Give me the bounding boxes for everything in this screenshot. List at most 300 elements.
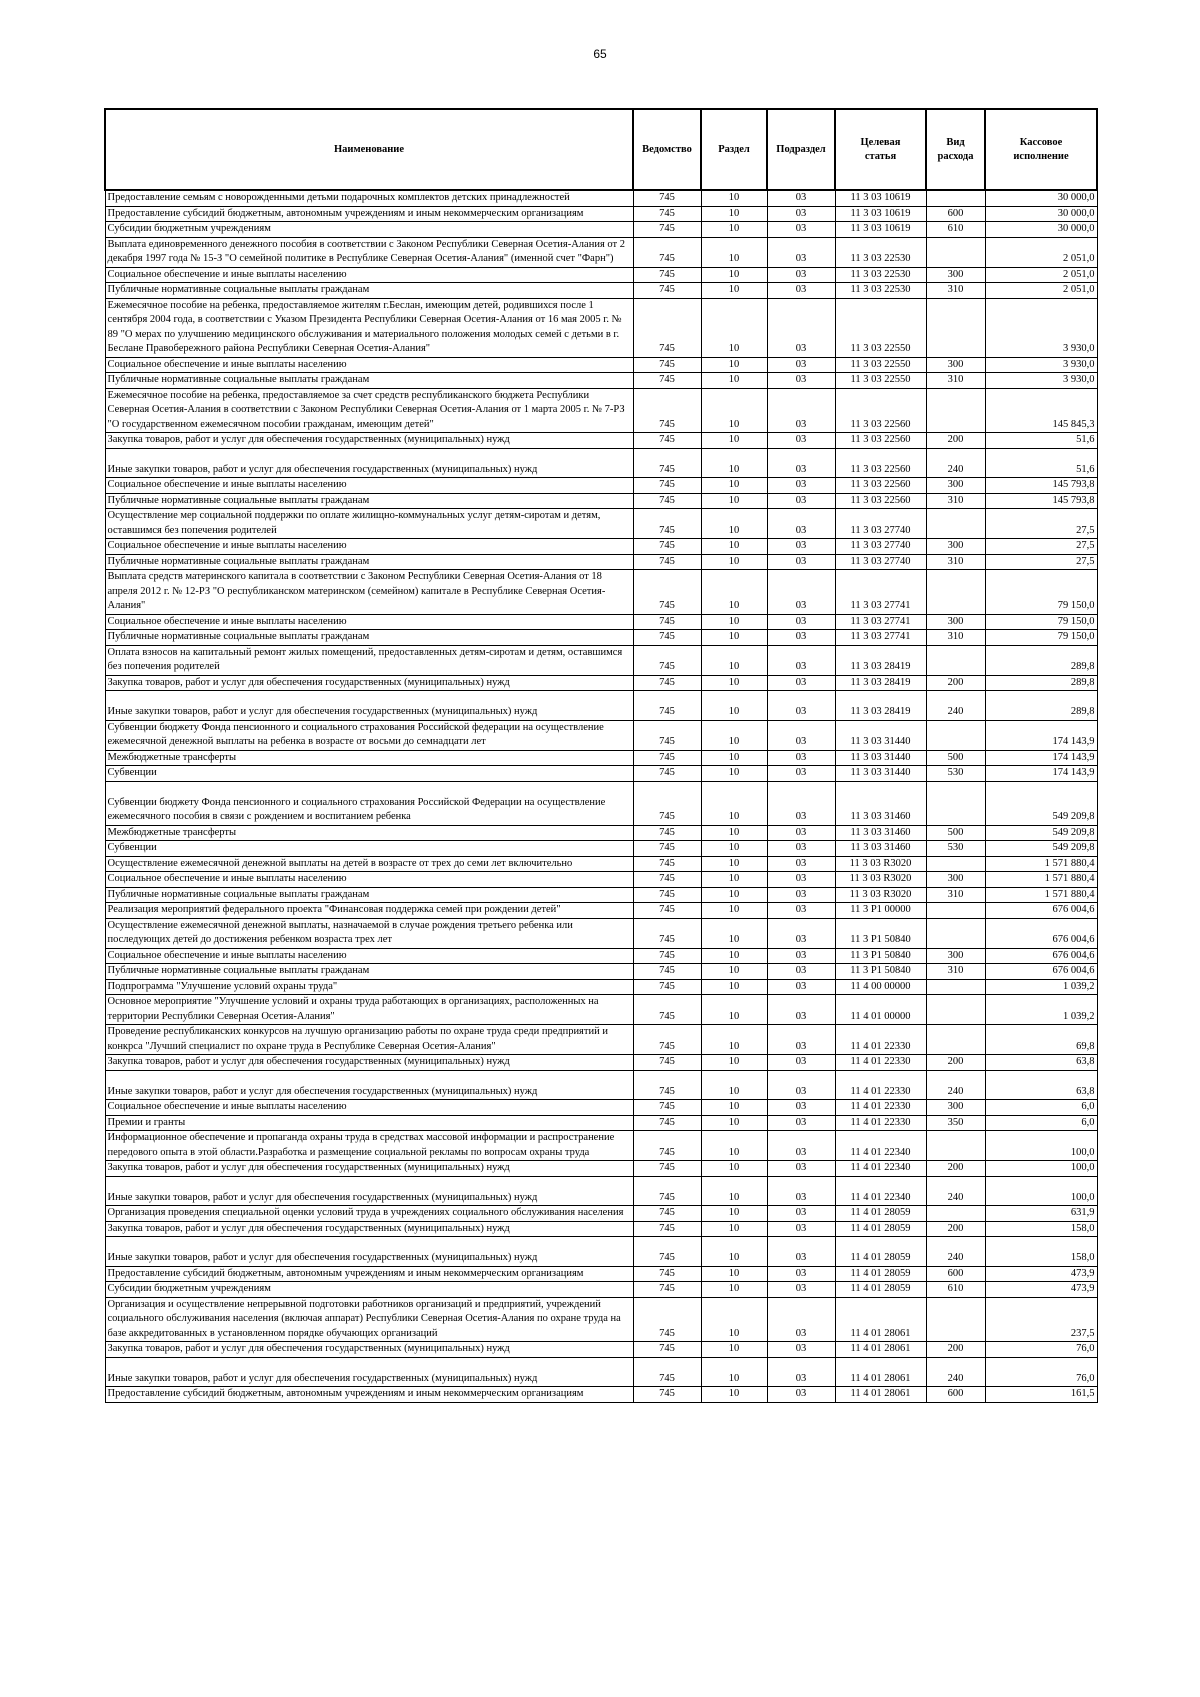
row-expense-type-cell <box>926 979 985 995</box>
row-vedomstvo-cell: 745 <box>633 357 701 373</box>
row-vedomstvo-cell: 745 <box>633 267 701 283</box>
row-expense-type-cell <box>926 645 985 675</box>
page-number: 65 <box>593 47 607 61</box>
table-row <box>105 691 1097 721</box>
row-target-article-cell: 11 3 03 31440 <box>835 720 926 750</box>
row-amount-cell: 30 000,0 <box>985 222 1097 238</box>
row-podrazdel-cell: 03 <box>767 1206 835 1222</box>
row-target-article-cell: 11 3 03 31460 <box>835 825 926 841</box>
row-target-article-cell: 11 3 03 28419 <box>835 675 926 691</box>
row-target-article-cell: 11 3 03 22550 <box>835 373 926 389</box>
row-amount-cell: 2 051,0 <box>985 267 1097 283</box>
row-target-article-cell: 11 3 P1 00000 <box>835 903 926 919</box>
table-row <box>105 645 1097 675</box>
row-name-cell: Социальное обеспечение и иные выплаты населению <box>105 872 633 888</box>
row-target-article-cell: 11 3 P1 50840 <box>835 918 926 948</box>
row-name-cell: Публичные нормативные социальные выплаты гражданам <box>105 493 633 509</box>
row-amount-cell: 30 000,0 <box>985 190 1097 206</box>
row-target-article-cell: 11 4 01 22340 <box>835 1161 926 1177</box>
table-row <box>105 283 1097 299</box>
row-amount-cell: 158,0 <box>985 1237 1097 1267</box>
row-podrazdel-cell: 03 <box>767 856 835 872</box>
row-razdel-cell: 10 <box>701 478 767 494</box>
row-amount-cell: 1 571 880,4 <box>985 872 1097 888</box>
table-row <box>105 222 1097 238</box>
row-podrazdel-cell: 03 <box>767 493 835 509</box>
table-row <box>105 1025 1097 1055</box>
table-row <box>105 825 1097 841</box>
row-target-article-cell: 11 4 01 22340 <box>835 1176 926 1206</box>
row-podrazdel-cell: 03 <box>767 1387 835 1403</box>
row-expense-type-cell: 500 <box>926 750 985 766</box>
row-amount-cell: 6,0 <box>985 1115 1097 1131</box>
row-amount-cell: 631,9 <box>985 1206 1097 1222</box>
row-razdel-cell: 10 <box>701 630 767 646</box>
row-vedomstvo-cell: 745 <box>633 1055 701 1071</box>
row-amount-cell: 473,9 <box>985 1266 1097 1282</box>
row-podrazdel-cell: 03 <box>767 1237 835 1267</box>
row-podrazdel-cell: 03 <box>767 283 835 299</box>
row-vedomstvo-cell: 745 <box>633 918 701 948</box>
row-name-cell: Закупка товаров, работ и услуг для обеспечения государственных (муниципальных) нужд <box>105 1055 633 1071</box>
table-row <box>105 887 1097 903</box>
row-podrazdel-cell: 03 <box>767 388 835 433</box>
row-amount-cell: 27,5 <box>985 509 1097 539</box>
table-row <box>105 206 1097 222</box>
row-podrazdel-cell: 03 <box>767 237 835 267</box>
table-row <box>105 979 1097 995</box>
row-target-article-cell: 11 4 01 22330 <box>835 1055 926 1071</box>
table-row <box>105 190 1097 206</box>
row-razdel-cell: 10 <box>701 1237 767 1267</box>
row-razdel-cell: 10 <box>701 964 767 980</box>
row-name-cell: Выплата средств материнского капитала в соответствии с Законом Республики Северная Осетия-Алания от 18 апреля 2012 г. № 12-РЗ "О республиканском материнском (семейном) капитале в Республике Северная Осетия-Алания" <box>105 570 633 615</box>
table-row <box>105 1055 1097 1071</box>
row-razdel-cell: 10 <box>701 856 767 872</box>
row-vedomstvo-cell: 745 <box>633 222 701 238</box>
table-row <box>105 373 1097 389</box>
row-expense-type-cell: 200 <box>926 675 985 691</box>
table-row <box>105 750 1097 766</box>
row-amount-cell: 100,0 <box>985 1176 1097 1206</box>
row-name-cell: Публичные нормативные социальные выплаты гражданам <box>105 283 633 299</box>
row-name-cell: Социальное обеспечение и иные выплаты населению <box>105 357 633 373</box>
row-amount-cell: 161,5 <box>985 1387 1097 1403</box>
row-name-cell: Закупка товаров, работ и услуг для обеспечения государственных (муниципальных) нужд <box>105 1161 633 1177</box>
row-podrazdel-cell: 03 <box>767 1070 835 1100</box>
row-target-article-cell: 11 3 03 10619 <box>835 190 926 206</box>
col-header-target-article: Целевая статья <box>835 109 926 190</box>
row-razdel-cell: 10 <box>701 766 767 782</box>
row-target-article-cell: 11 3 03 10619 <box>835 206 926 222</box>
row-name-cell: Реализация мероприятий федерального проекта "Финансовая поддержка семей при рождении детей" <box>105 903 633 919</box>
row-podrazdel-cell: 03 <box>767 675 835 691</box>
row-vedomstvo-cell: 745 <box>633 237 701 267</box>
table-row <box>105 1176 1097 1206</box>
row-expense-type-cell: 600 <box>926 1266 985 1282</box>
row-name-cell: Ежемесячное пособие на ребенка, предоставляемое жителям г.Беслан, имеющим детей, родившихся после 1 сентября 2004 года, в соответствии с Указом Президента Республики Северная Осетия-Алания от 16 мая 2005 г. № 89 "О мерах по улучшению медицинского обслуживания и материального положения молодых семей с детьми в г. Беслане Правобережного района Республики Северная Осетия-Алания" <box>105 298 633 357</box>
col-header-razdel: Раздел <box>701 109 767 190</box>
row-target-article-cell: 11 3 03 22550 <box>835 298 926 357</box>
row-razdel-cell: 10 <box>701 1282 767 1298</box>
row-name-cell: Закупка товаров, работ и услуг для обеспечения государственных (муниципальных) нужд <box>105 433 633 449</box>
row-vedomstvo-cell: 745 <box>633 948 701 964</box>
row-razdel-cell: 10 <box>701 1266 767 1282</box>
row-amount-cell: 174 143,9 <box>985 720 1097 750</box>
row-podrazdel-cell: 03 <box>767 1357 835 1387</box>
row-razdel-cell: 10 <box>701 979 767 995</box>
table-header-row <box>105 109 1097 190</box>
row-target-article-cell: 11 3 03 22560 <box>835 388 926 433</box>
row-amount-cell: 676 004,6 <box>985 948 1097 964</box>
row-vedomstvo-cell: 745 <box>633 509 701 539</box>
row-name-cell: Проведение республиканских конкурсов на лучшую организацию работы по охране труда среди предприятий и конкрса "Лучший специалист по охране труда в Республике Северная Осетия-Алания" <box>105 1025 633 1055</box>
row-expense-type-cell <box>926 237 985 267</box>
table-row <box>105 298 1097 357</box>
row-vedomstvo-cell: 745 <box>633 1115 701 1131</box>
row-razdel-cell: 10 <box>701 887 767 903</box>
row-target-article-cell: 11 4 01 28061 <box>835 1342 926 1358</box>
row-razdel-cell: 10 <box>701 720 767 750</box>
row-expense-type-cell: 310 <box>926 373 985 389</box>
row-podrazdel-cell: 03 <box>767 298 835 357</box>
row-expense-type-cell <box>926 388 985 433</box>
row-name-cell: Организация проведения специальной оценки условий труда в учреждениях социального обслуживания населения <box>105 1206 633 1222</box>
row-expense-type-cell: 610 <box>926 222 985 238</box>
row-expense-type-cell: 530 <box>926 766 985 782</box>
row-vedomstvo-cell: 745 <box>633 283 701 299</box>
row-amount-cell: 30 000,0 <box>985 206 1097 222</box>
row-expense-type-cell: 240 <box>926 1237 985 1267</box>
row-target-article-cell: 11 4 01 22330 <box>835 1115 926 1131</box>
row-podrazdel-cell: 03 <box>767 887 835 903</box>
row-vedomstvo-cell: 745 <box>633 1131 701 1161</box>
col-header-vedomstvo: Ведомство <box>633 109 701 190</box>
row-podrazdel-cell: 03 <box>767 645 835 675</box>
row-amount-cell: 289,8 <box>985 675 1097 691</box>
row-target-article-cell: 11 3 03 22560 <box>835 478 926 494</box>
row-razdel-cell: 10 <box>701 267 767 283</box>
row-target-article-cell: 11 3 03 31440 <box>835 750 926 766</box>
row-podrazdel-cell: 03 <box>767 1297 835 1342</box>
row-name-cell: Социальное обеспечение и иные выплаты населению <box>105 267 633 283</box>
row-expense-type-cell: 310 <box>926 493 985 509</box>
row-vedomstvo-cell: 745 <box>633 675 701 691</box>
row-podrazdel-cell: 03 <box>767 1055 835 1071</box>
row-target-article-cell: 11 3 03 22530 <box>835 283 926 299</box>
row-expense-type-cell: 530 <box>926 841 985 857</box>
row-razdel-cell: 10 <box>701 237 767 267</box>
table-row <box>105 539 1097 555</box>
row-target-article-cell: 11 4 01 28061 <box>835 1387 926 1403</box>
table-row <box>105 1221 1097 1237</box>
row-podrazdel-cell: 03 <box>767 1025 835 1055</box>
row-vedomstvo-cell: 745 <box>633 903 701 919</box>
row-amount-cell: 76,0 <box>985 1357 1097 1387</box>
row-name-cell: Публичные нормативные социальные выплаты гражданам <box>105 887 633 903</box>
row-razdel-cell: 10 <box>701 539 767 555</box>
row-expense-type-cell: 240 <box>926 691 985 721</box>
row-amount-cell: 237,5 <box>985 1297 1097 1342</box>
row-amount-cell: 549 209,8 <box>985 825 1097 841</box>
row-amount-cell: 63,8 <box>985 1055 1097 1071</box>
row-amount-cell: 145 845,3 <box>985 388 1097 433</box>
row-vedomstvo-cell: 745 <box>633 1206 701 1222</box>
row-name-cell: Социальное обеспечение и иные выплаты населению <box>105 948 633 964</box>
row-razdel-cell: 10 <box>701 554 767 570</box>
row-podrazdel-cell: 03 <box>767 539 835 555</box>
row-vedomstvo-cell: 745 <box>633 570 701 615</box>
row-vedomstvo-cell: 745 <box>633 1221 701 1237</box>
row-razdel-cell: 10 <box>701 1357 767 1387</box>
row-expense-type-cell: 310 <box>926 630 985 646</box>
row-amount-cell: 158,0 <box>985 1221 1097 1237</box>
table-row <box>105 1387 1097 1403</box>
row-podrazdel-cell: 03 <box>767 433 835 449</box>
row-podrazdel-cell: 03 <box>767 373 835 389</box>
row-razdel-cell: 10 <box>701 1387 767 1403</box>
row-target-article-cell: 11 3 03 27741 <box>835 570 926 615</box>
table-row <box>105 1342 1097 1358</box>
row-vedomstvo-cell: 745 <box>633 373 701 389</box>
row-vedomstvo-cell: 745 <box>633 388 701 433</box>
row-target-article-cell: 11 3 03 22530 <box>835 267 926 283</box>
row-target-article-cell: 11 3 03 27740 <box>835 509 926 539</box>
table-row <box>105 995 1097 1025</box>
row-podrazdel-cell: 03 <box>767 478 835 494</box>
row-target-article-cell: 11 4 01 28059 <box>835 1206 926 1222</box>
row-name-cell: Субвенции <box>105 841 633 857</box>
row-razdel-cell: 10 <box>701 1100 767 1116</box>
row-amount-cell: 100,0 <box>985 1131 1097 1161</box>
row-razdel-cell: 10 <box>701 388 767 433</box>
row-razdel-cell: 10 <box>701 1176 767 1206</box>
row-razdel-cell: 10 <box>701 570 767 615</box>
row-name-cell: Предоставление субсидий бюджетным, автономным учреждениям и иным некоммерческим организациям <box>105 1266 633 1282</box>
row-podrazdel-cell: 03 <box>767 554 835 570</box>
row-expense-type-cell: 300 <box>926 478 985 494</box>
row-name-cell: Иные закупки товаров, работ и услуг для обеспечения государственных (муниципальных) нужд <box>105 1237 633 1267</box>
row-name-cell: Информационное обеспечение и пропаганда охраны труда в средствах массовой информации и распространение передового опыта в этой области.Разработка и размещение социальной рекламы по вопросам охраны труда <box>105 1131 633 1161</box>
row-vedomstvo-cell: 745 <box>633 493 701 509</box>
row-expense-type-cell <box>926 298 985 357</box>
table-row <box>105 237 1097 267</box>
table-row <box>105 918 1097 948</box>
row-target-article-cell: 11 4 01 28059 <box>835 1282 926 1298</box>
row-name-cell: Социальное обеспечение и иные выплаты населению <box>105 614 633 630</box>
row-expense-type-cell: 310 <box>926 554 985 570</box>
row-target-article-cell: 11 3 03 28419 <box>835 645 926 675</box>
row-amount-cell: 3 930,0 <box>985 373 1097 389</box>
row-podrazdel-cell: 03 <box>767 825 835 841</box>
table-row <box>105 872 1097 888</box>
row-razdel-cell: 10 <box>701 493 767 509</box>
row-vedomstvo-cell: 745 <box>633 887 701 903</box>
row-podrazdel-cell: 03 <box>767 691 835 721</box>
row-vedomstvo-cell: 745 <box>633 1025 701 1055</box>
row-razdel-cell: 10 <box>701 206 767 222</box>
row-expense-type-cell <box>926 918 985 948</box>
row-name-cell: Предоставление субсидий бюджетным, автономным учреждениям и иным некоммерческим организациям <box>105 1387 633 1403</box>
row-amount-cell: 27,5 <box>985 554 1097 570</box>
row-amount-cell: 549 209,8 <box>985 781 1097 825</box>
row-target-article-cell: 11 4 01 22330 <box>835 1100 926 1116</box>
row-vedomstvo-cell: 745 <box>633 1176 701 1206</box>
row-target-article-cell: 11 4 01 00000 <box>835 995 926 1025</box>
row-vedomstvo-cell: 745 <box>633 1237 701 1267</box>
table-row <box>105 267 1097 283</box>
row-name-cell: Публичные нормативные социальные выплаты гражданам <box>105 554 633 570</box>
row-vedomstvo-cell: 745 <box>633 691 701 721</box>
row-vedomstvo-cell: 745 <box>633 964 701 980</box>
row-vedomstvo-cell: 745 <box>633 614 701 630</box>
row-expense-type-cell: 300 <box>926 614 985 630</box>
row-name-cell: Публичные нормативные социальные выплаты гражданам <box>105 630 633 646</box>
row-target-article-cell: 11 3 03 10619 <box>835 222 926 238</box>
row-amount-cell: 1 571 880,4 <box>985 856 1097 872</box>
row-razdel-cell: 10 <box>701 298 767 357</box>
row-podrazdel-cell: 03 <box>767 1176 835 1206</box>
row-razdel-cell: 10 <box>701 1025 767 1055</box>
row-target-article-cell: 11 4 01 28059 <box>835 1221 926 1237</box>
row-razdel-cell: 10 <box>701 918 767 948</box>
row-expense-type-cell: 300 <box>926 872 985 888</box>
row-vedomstvo-cell: 745 <box>633 1387 701 1403</box>
row-vedomstvo-cell: 745 <box>633 478 701 494</box>
row-podrazdel-cell: 03 <box>767 509 835 539</box>
row-name-cell: Межбюджетные трансферты <box>105 825 633 841</box>
table-row <box>105 493 1097 509</box>
table-row <box>105 630 1097 646</box>
row-name-cell: Социальное обеспечение и иные выплаты населению <box>105 1100 633 1116</box>
row-amount-cell: 473,9 <box>985 1282 1097 1298</box>
row-vedomstvo-cell: 745 <box>633 1342 701 1358</box>
row-amount-cell: 1 039,2 <box>985 979 1097 995</box>
row-target-article-cell: 11 4 01 22340 <box>835 1131 926 1161</box>
row-amount-cell: 79 150,0 <box>985 630 1097 646</box>
row-expense-type-cell: 310 <box>926 964 985 980</box>
row-name-cell: Закупка товаров, работ и услуг для обеспечения государственных (муниципальных) нужд <box>105 1221 633 1237</box>
row-amount-cell: 174 143,9 <box>985 750 1097 766</box>
row-expense-type-cell: 300 <box>926 267 985 283</box>
row-vedomstvo-cell: 745 <box>633 1161 701 1177</box>
row-name-cell: Основное мероприятие "Улучшение условий и охраны труда работающих в организациях, расположенных на территории Республики Северная Осетия-Алания" <box>105 995 633 1025</box>
row-expense-type-cell: 240 <box>926 1176 985 1206</box>
row-vedomstvo-cell: 745 <box>633 825 701 841</box>
row-amount-cell: 69,8 <box>985 1025 1097 1055</box>
table-row <box>105 903 1097 919</box>
table-body <box>105 190 1097 1402</box>
row-name-cell: Субсидии бюджетным учреждениям <box>105 1282 633 1298</box>
row-target-article-cell: 11 3 P1 50840 <box>835 948 926 964</box>
row-expense-type-cell: 600 <box>926 1387 985 1403</box>
table-row <box>105 1131 1097 1161</box>
table-row <box>105 478 1097 494</box>
row-name-cell: Премии и гранты <box>105 1115 633 1131</box>
row-name-cell: Социальное обеспечение и иные выплаты населению <box>105 539 633 555</box>
row-name-cell: Публичные нормативные социальные выплаты гражданам <box>105 373 633 389</box>
row-name-cell: Предоставление субсидий бюджетным, автономным учреждениям и иным некоммерческим организациям <box>105 206 633 222</box>
row-amount-cell: 3 930,0 <box>985 298 1097 357</box>
row-podrazdel-cell: 03 <box>767 190 835 206</box>
table-row <box>105 964 1097 980</box>
row-name-cell: Осуществление ежемесячной денежной выплаты, назначаемой в случае рождения третьего ребенка или последующих детей до достижения ребенком возраста трех лет <box>105 918 633 948</box>
row-target-article-cell: 11 3 03 22560 <box>835 433 926 449</box>
row-expense-type-cell <box>926 1297 985 1342</box>
row-razdel-cell: 10 <box>701 190 767 206</box>
row-vedomstvo-cell: 745 <box>633 1357 701 1387</box>
row-expense-type-cell <box>926 856 985 872</box>
row-target-article-cell: 11 3 03 31440 <box>835 766 926 782</box>
row-vedomstvo-cell: 745 <box>633 1266 701 1282</box>
row-vedomstvo-cell: 745 <box>633 448 701 478</box>
row-name-cell: Субвенции бюджету Фонда пенсионного и социального страхования Российской федерации на осуществление ежемесячной денежной выплаты на ребенка в возрасте от восьми до семнадцати лет <box>105 720 633 750</box>
row-amount-cell: 676 004,6 <box>985 964 1097 980</box>
row-vedomstvo-cell: 745 <box>633 1282 701 1298</box>
row-amount-cell: 3 930,0 <box>985 357 1097 373</box>
row-razdel-cell: 10 <box>701 373 767 389</box>
row-amount-cell: 76,0 <box>985 1342 1097 1358</box>
row-expense-type-cell <box>926 1131 985 1161</box>
table-row <box>105 675 1097 691</box>
table-row <box>105 570 1097 615</box>
table-row <box>105 1237 1097 1267</box>
table-row <box>105 1297 1097 1342</box>
col-header-name: Наименование <box>105 109 633 190</box>
row-expense-type-cell: 500 <box>926 825 985 841</box>
table-row <box>105 357 1097 373</box>
row-expense-type-cell: 350 <box>926 1115 985 1131</box>
row-vedomstvo-cell: 745 <box>633 298 701 357</box>
row-name-cell: Закупка товаров, работ и услуг для обеспечения государственных (муниципальных) нужд <box>105 1342 633 1358</box>
row-razdel-cell: 10 <box>701 357 767 373</box>
row-expense-type-cell <box>926 570 985 615</box>
row-razdel-cell: 10 <box>701 948 767 964</box>
row-expense-type-cell <box>926 903 985 919</box>
table-row <box>105 614 1097 630</box>
table-row <box>105 509 1097 539</box>
row-target-article-cell: 11 4 01 22330 <box>835 1070 926 1100</box>
row-amount-cell: 27,5 <box>985 539 1097 555</box>
row-expense-type-cell: 300 <box>926 539 985 555</box>
row-vedomstvo-cell: 745 <box>633 872 701 888</box>
row-expense-type-cell: 300 <box>926 357 985 373</box>
row-expense-type-cell: 300 <box>926 1100 985 1116</box>
row-amount-cell: 100,0 <box>985 1161 1097 1177</box>
row-podrazdel-cell: 03 <box>767 614 835 630</box>
table-row <box>105 1266 1097 1282</box>
row-razdel-cell: 10 <box>701 1070 767 1100</box>
row-podrazdel-cell: 03 <box>767 630 835 646</box>
row-name-cell: Оплата взносов на капитальный ремонт жилых помещений, предоставленных детям-сиротам и детям, оставшимся без попечения родителей <box>105 645 633 675</box>
row-name-cell: Закупка товаров, работ и услуг для обеспечения государственных (муниципальных) нужд <box>105 675 633 691</box>
table-row <box>105 856 1097 872</box>
row-name-cell: Социальное обеспечение и иные выплаты населению <box>105 478 633 494</box>
row-podrazdel-cell: 03 <box>767 750 835 766</box>
table-row <box>105 1206 1097 1222</box>
row-podrazdel-cell: 03 <box>767 948 835 964</box>
row-razdel-cell: 10 <box>701 781 767 825</box>
row-target-article-cell: 11 4 01 22330 <box>835 1025 926 1055</box>
row-name-cell: Публичные нормативные социальные выплаты гражданам <box>105 964 633 980</box>
budget-table <box>104 108 1098 1403</box>
table-row <box>105 766 1097 782</box>
row-amount-cell: 51,6 <box>985 448 1097 478</box>
row-amount-cell: 1 039,2 <box>985 995 1097 1025</box>
row-podrazdel-cell: 03 <box>767 267 835 283</box>
row-name-cell: Ежемесячное пособие на ребенка, предоставляемое за счет средств республиканского бюджета Республики Северная Осетия-Алания в соответствии с Законом Республики Северная Осетия-Алания от 1 марта 2005 г. № 7-РЗ "О государственном ежемесячном пособии гражданам, имеющим детей" <box>105 388 633 433</box>
row-podrazdel-cell: 03 <box>767 206 835 222</box>
